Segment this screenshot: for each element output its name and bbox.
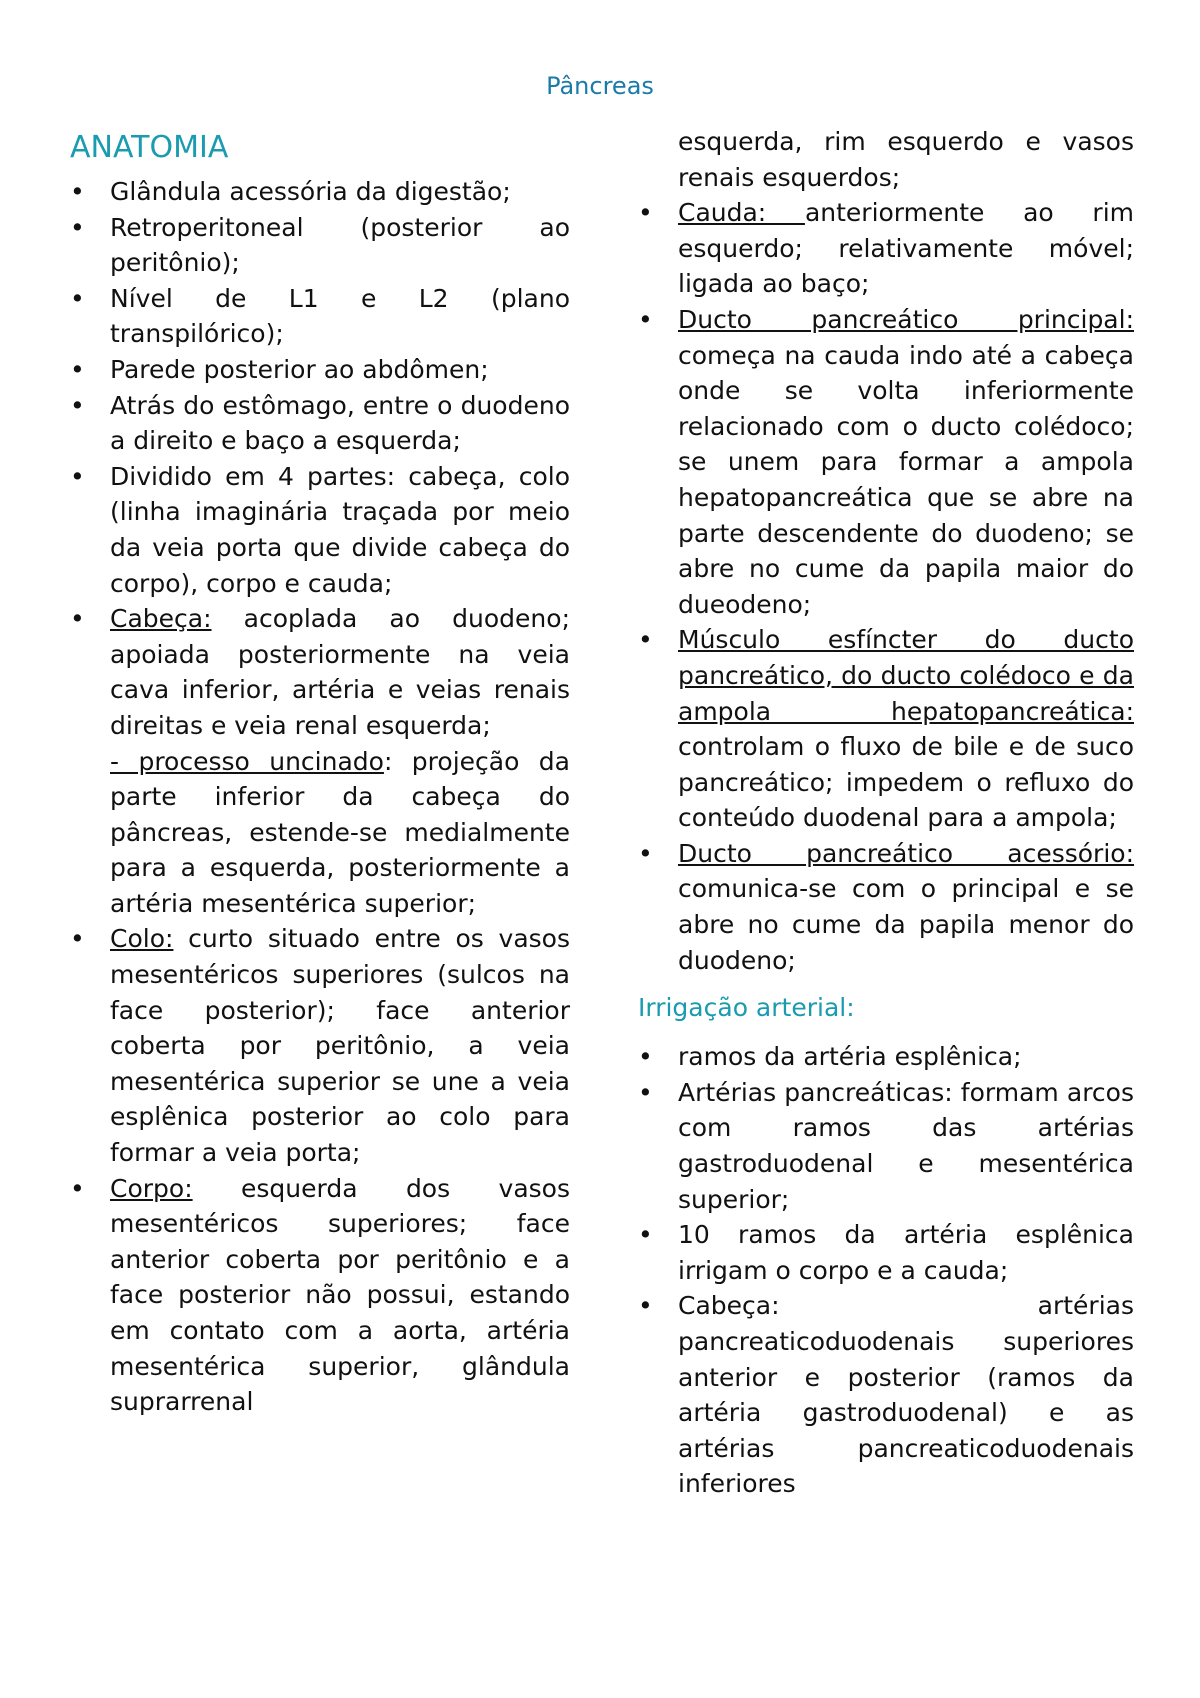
list-item: • 10 ramos da artéria esplênica irrigam o corpo e a cauda;	[638, 1217, 1134, 1288]
item-label: Cauda:	[678, 198, 805, 228]
item-label: Cabeça:	[110, 604, 212, 634]
list-item-ducto-principal: • Ducto pancreático principal: começa na cauda indo até a cabeça onde se volta inferiormente relacionado com o ducto colédoco; se unem para formar a ampola hepatopancreática que se abre na parte descendente do duodeno; se abre no cume da papila maior do dueodeno;	[638, 302, 1134, 622]
list-item: • Retroperitoneal (posterior ao peritônio);	[70, 210, 570, 281]
list-item-colo: • Colo: curto situado entre os vasos mesentéricos superiores (sulcos na face posterior); face anterior coberta por peritônio, a veia mesentérica superior se une a veia esplênica posterior ao colo para formar a veia porta;	[70, 921, 570, 1170]
anatomy-list	[70, 174, 570, 1420]
item-label: Colo:	[110, 924, 174, 954]
list-item-corpo: • Corpo: esquerda dos vasos mesentéricos superiores; face anterior coberta por peritônio e a face posterior não possui, estando em contato com a aorta, artéria mesentérica superior, glândula suprarrenal	[70, 1171, 570, 1420]
page-title: Pâncreas	[546, 72, 654, 100]
section-heading-anatomia: ANATOMIA	[70, 130, 229, 165]
list-item: • Nível de L1 e L2 (plano transpilórico);	[70, 281, 570, 352]
list-item: • ramos da artéria esplênica;	[638, 1039, 1134, 1075]
list-item-musculo-esfincter: • Músculo esfíncter do ducto pancreático, do ducto colédoco e da ampola hepatopancreática: controlam o fluxo de bile e de suco pancreático; impedem o refluxo do conteúdo duodenal para a ampola;	[638, 622, 1134, 836]
irrigation-list	[638, 1039, 1134, 1502]
anatomy-list-continued	[638, 124, 1134, 978]
sub-item-label: - processo uncinado	[110, 746, 384, 776]
item-label: Músculo esfíncter do ducto pancreático, do ducto colédoco e da ampola hepatopancreática:	[678, 625, 1134, 726]
list-item-continuation: esquerda, rim esquerdo e vasos renais esquerdos;	[678, 127, 1134, 192]
list-item: • Glândula acessória da digestão;	[70, 174, 570, 210]
sub-item-processo-uncinado: - processo uncinado: projeção da parte inferior da cabeça do pâncreas, estende-se medialmente para a esquerda, posteriormente a artéria mesentérica superior;	[110, 746, 570, 918]
list-item: • Cabeça: artérias pancreaticoduodenais superiores anterior e posterior (ramos da artéria gastroduodenal) e as artérias pancreaticoduodenais inferiores	[638, 1288, 1134, 1502]
list-item: • Parede posterior ao abdômen;	[70, 352, 570, 388]
list-item-cabeca: • Cabeça: acoplada ao duodeno; apoiada posteriormente na veia cava inferior, artéria e veias renais direitas e veia renal esquerda; - processo uncinado: projeção da parte inferior da cabeça do pâncreas, estende-se medialmente para a esquerda, posteriormente a artéria mesentérica superior;	[70, 601, 570, 921]
item-label: Corpo:	[110, 1173, 193, 1203]
left-column	[70, 124, 570, 1420]
item-label: Ducto pancreático principal:	[678, 304, 1134, 334]
section-heading-irrigacao: Irrigação arterial:	[638, 993, 855, 1023]
item-label: Ducto pancreático acessório:	[678, 838, 1134, 868]
right-column	[638, 124, 1134, 1502]
list-item-cauda: • Cauda: anteriormente ao rim esquerdo; relativamente móvel; ligada ao baço;	[638, 195, 1134, 302]
list-item-ducto-acessorio: • Ducto pancreático acessório: comunica-se com o principal e se abre no cume da papila menor do duodeno;	[638, 836, 1134, 978]
list-item: • Atrás do estômago, entre o duodeno a direito e baço a esquerda;	[70, 388, 570, 459]
list-item: • Dividido em 4 partes: cabeça, colo (linha imaginária traçada por meio da veia porta que divide cabeça do corpo), corpo e cauda;	[70, 459, 570, 601]
list-item: • Artérias pancreáticas: formam arcos com ramos das artérias gastroduodenal e mesentérica superior;	[638, 1075, 1134, 1217]
